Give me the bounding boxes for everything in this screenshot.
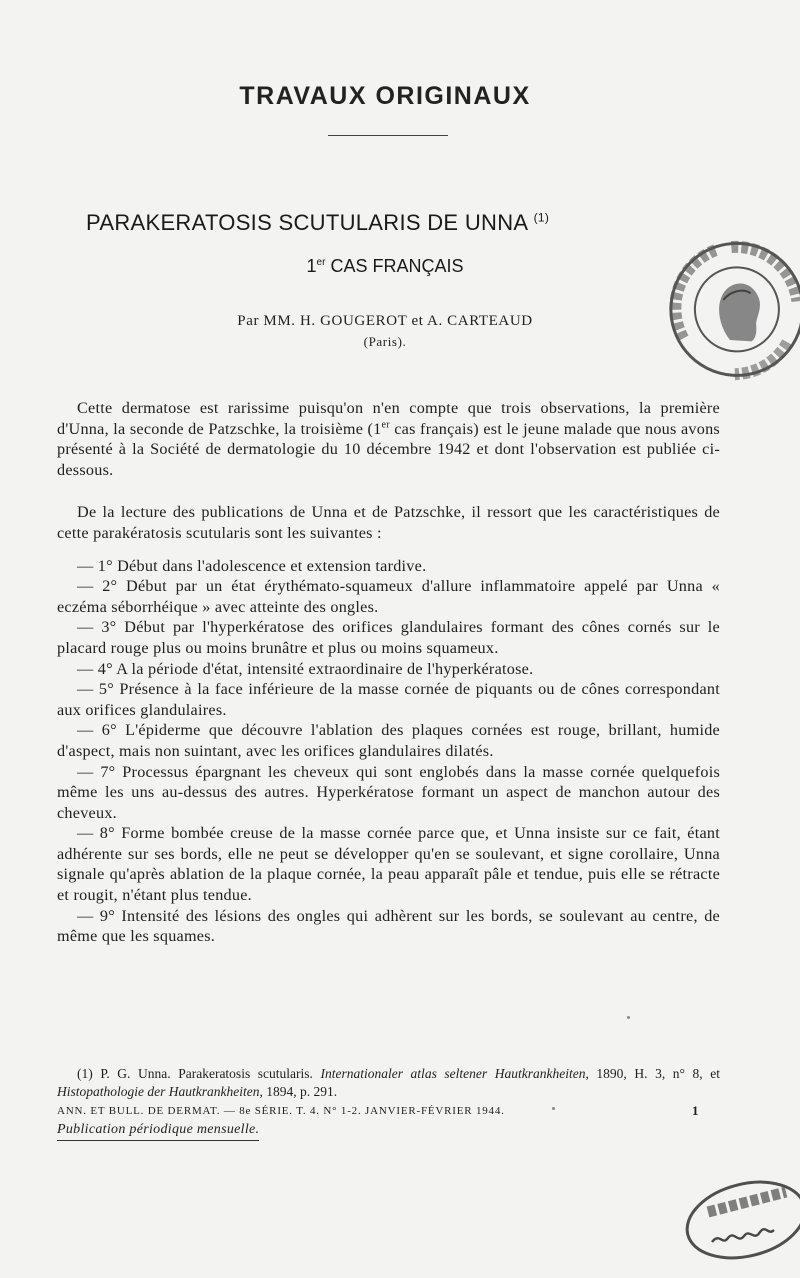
title-rule [328,135,448,136]
speck [552,1107,555,1110]
footnote-text-a: (1) P. G. Unna. Parakeratosis scutularis. [77,1066,321,1081]
list-item: — 2° Début par un état érythémato-squameux d'allure inflammatoire appelé par Unna « eczéma séborrhéique » avec atteinte des ongles. [57,577,720,616]
intro-text-a: Cette dermatose est rarissime puisqu'on n'en compte que trois observations, la première d'Unna, la seconde de Patzschke, la troisième (1 [57,399,720,438]
intro-sup: er [381,419,390,431]
footnote-title-histopathologie: Histopathologie der Hautkrankheiten [57,1084,260,1099]
article-title-text: PARAKERATOSIS SCUTULARIS DE UNNA [86,210,528,235]
page-number: 1 [692,1103,699,1118]
intro-paragraph [57,398,720,480]
intro-text-b: cas français) est le jeune malade que nous avons présenté à la Société de dermatologie du 10 décembre 1942 et dont l'observation est publiée ci-dessous. [57,419,720,479]
article-authors: Par MM. H. GOUGEROT et A. CARTEAUD [237,313,533,329]
list-item: — 8° Forme bombée creuse de la masse cornée parce que, et Unna insiste sur ce fait, étant adhérente sur ses bords, elle ne peut se développer qu'en se soulevant, et signe corollaire, Unna signale qu'après ablation de la plaque cornée, la peau apparaît pâle et tendue, puis elle se rétracte et rougit, n'étant plus tendue. [57,824,720,905]
article-body [57,398,720,947]
footnote-text-e: , 1894, p. 291. [259,1084,338,1099]
section-title: TRAVAUX ORIGINAUX [239,82,531,110]
footnote [57,1065,720,1101]
subtitle-ordinal-suffix: er [316,257,326,268]
article-title [86,210,726,236]
publication-note: Publication périodique mensuelle. [57,1122,259,1141]
subtitle-text: CAS FRANÇAIS [325,256,464,276]
list-item: — 3° Début par l'hyperkératose des orifices glandulaires formant des cônes cornés sur le placard rouge plus ou moins brunâtre et plus ou moins squameux. [57,618,720,657]
list-item: — 9° Intensité des lésions des ongles qui adhèrent sur les bords, se soulevant au centre, de même que les squames. [57,906,720,946]
journal-reference: ANN. ET BULL. DE DERMAT. — 8e SÉRIE. T. 4. N° 1-2. JANVIER-FÉVRIER 1944. [57,1105,505,1117]
acquisitions-stamp-icon [668,1168,800,1278]
list-item: — 5° Présence à la face inférieure de la masse cornée de piquants ou de cônes correspondant aux orifices glandulaires. [57,680,720,719]
list-item: — 6° L'épiderme que découvre l'ablation des plaques cornées est rouge, brillant, humide d'aspect, mais non suintant, avec les orifices glandulaires dilatés. [57,721,720,760]
list-item: — 4° A la période d'état, intensité extraordinaire de l'hyperkératose. [77,659,534,678]
list-item: — 7° Processus épargnant les cheveux qui sont englobés dans la masse cornée quelquefois même les uns au-dessus des autres. Hyperkératose formant un aspect de manchon autour des cheveux. [57,762,720,822]
speck [627,1016,630,1019]
subtitle-ordinal: 1 [306,256,317,276]
title-footnote-ref: (1) [533,210,550,225]
footnote-title-atlas: Internationaler atlas seltener Hautkrankheiten [320,1066,586,1081]
footnote-text-c: , 1890, H. 3, n° 8, et [585,1066,720,1081]
faculte-stamp-icon [655,225,800,395]
list-item: — 1° Début dans l'adolescence et extension tardive. [77,556,427,575]
lead-paragraph: De la lecture des publications de Unna et de Patzschke, il ressort que les caractéristiques de cette parakératosis scutularis sont les suivantes : [57,503,720,542]
article-place: (Paris). [363,334,407,349]
